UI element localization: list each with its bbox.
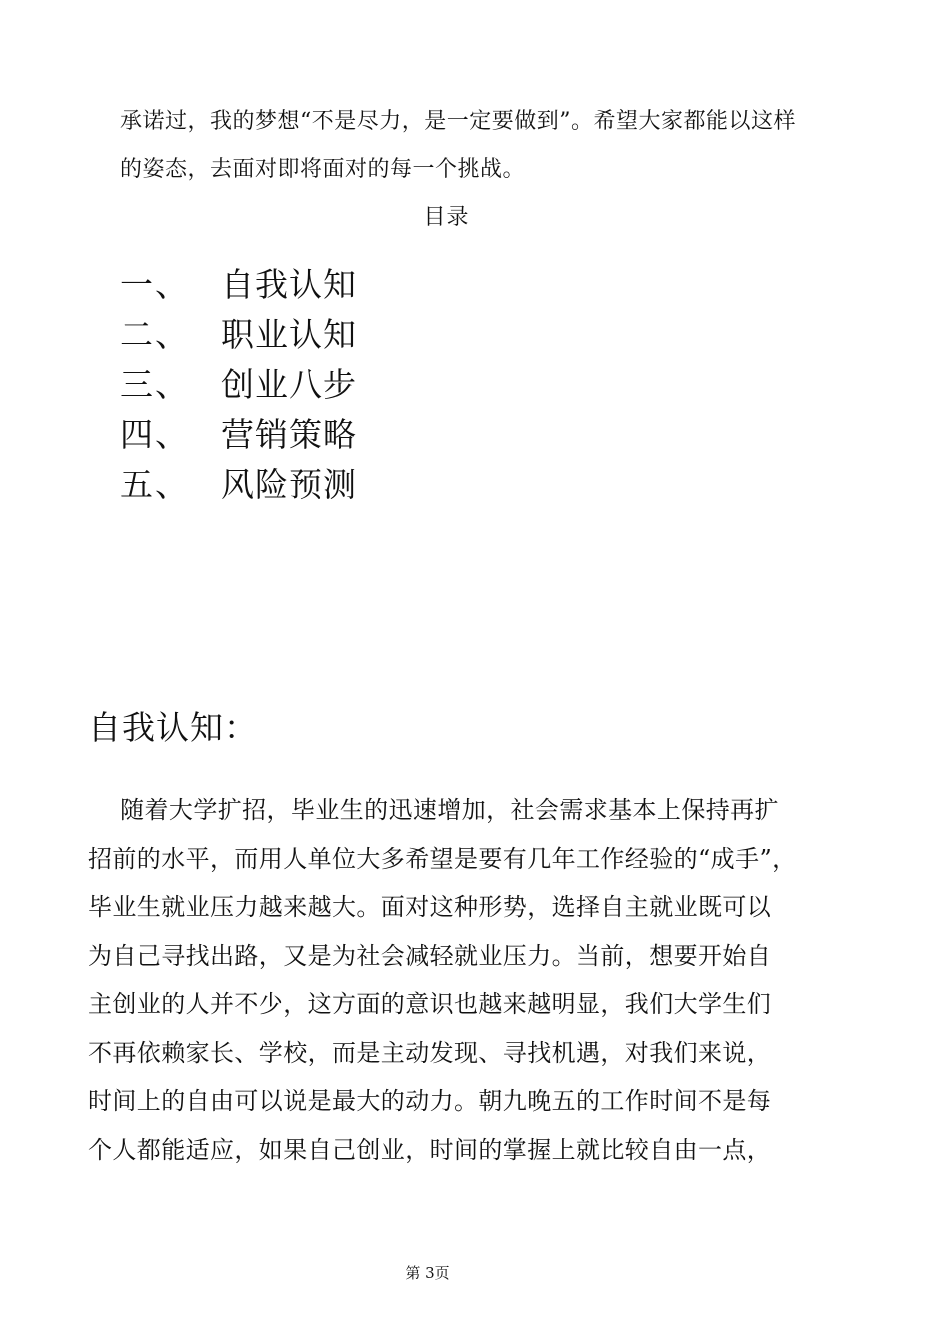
section-body: [88, 786, 818, 1174]
toc-item-number: 二、: [120, 315, 190, 354]
toc-item-eight-steps: [120, 362, 620, 412]
toc-item-number: 四、: [120, 415, 190, 454]
toc-item-label: 职业认知: [221, 315, 357, 354]
toc-item-label: 营销策略: [221, 415, 357, 454]
toc-title: 目录: [423, 205, 470, 230]
section-heading: 自我认知：: [88, 708, 258, 747]
toc-item-label: 自我认知: [221, 265, 357, 304]
body-line: 不再依赖家长、学校，而是主动发现、寻找机遇，对我们来说，: [88, 1038, 772, 1067]
intro-line-2: 的姿态，去面对即将面对的每一个挑战。: [120, 157, 526, 182]
toc-item-risk-forecast: [120, 462, 620, 512]
toc-item-label: 风险预测: [221, 465, 357, 504]
intro-line-1: 承诺过，我的梦想“不是尽力，是一定要做到”。希望大家都能以这样: [120, 109, 796, 134]
toc-item-self-awareness: [120, 262, 620, 312]
toc-item-label: 创业八步: [221, 365, 357, 404]
intro-paragraph: [120, 98, 840, 194]
body-line: 时间上的自由可以说是最大的动力。朝九晚五的工作时间不是每: [88, 1087, 772, 1115]
body-line: 个人都能适应，如果自己创业，时间的掌握上就比较自由一点，: [88, 1135, 772, 1164]
toc-item-number: 一、: [120, 265, 190, 304]
toc-list: [120, 262, 620, 512]
page-number: 第 3页: [405, 1264, 450, 1282]
toc-item-number: 三、: [120, 365, 190, 404]
body-line: 随着大学扩招，毕业生的迅速增加，社会需求基本上保持再扩: [88, 796, 779, 824]
body-line: 主创业的人并不少，这方面的意识也越来越明显，我们大学生们: [88, 990, 772, 1018]
toc-item-marketing-strategy: [120, 412, 620, 462]
body-line: 为自己寻找出路，又是为社会减轻就业压力。当前，想要开始自: [88, 941, 772, 970]
toc-item-number: 五、: [120, 465, 190, 504]
body-line: 毕业生就业压力越来越大。面对这种形势，选择自主就业既可以: [88, 893, 772, 921]
toc-item-career-awareness: [120, 312, 620, 362]
body-line: 招前的水平，而用人单位大多希望是要有几年工作经验的“成手”，: [88, 844, 797, 873]
